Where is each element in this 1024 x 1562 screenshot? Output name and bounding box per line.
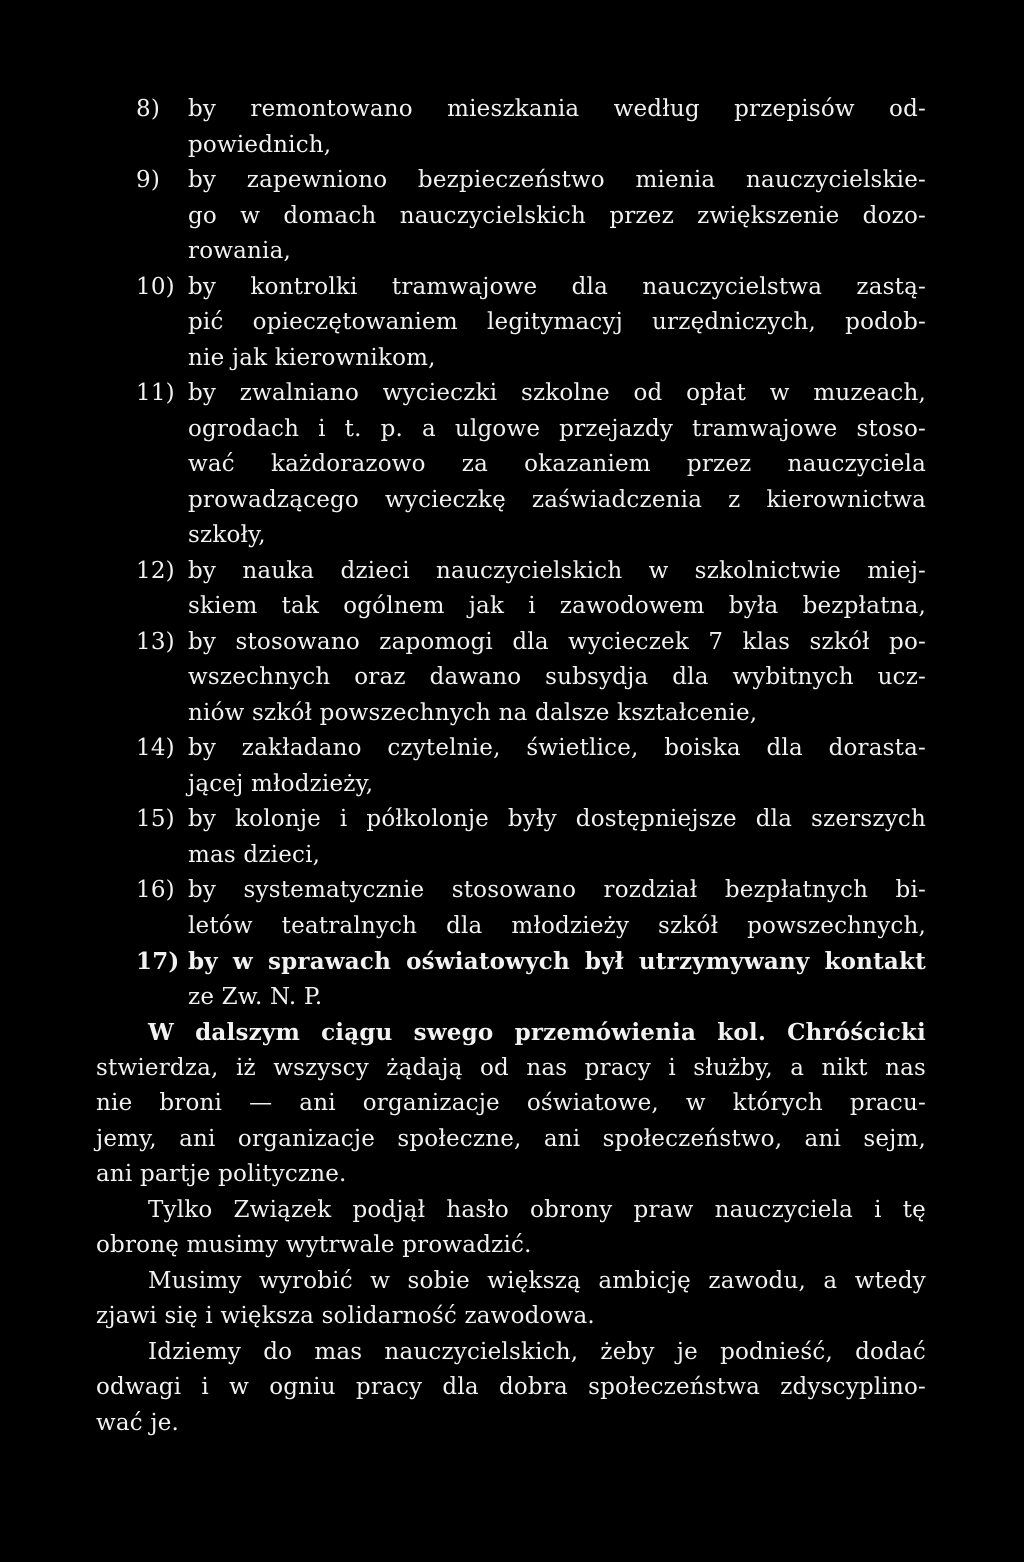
item-number: 14) <box>136 735 175 761</box>
text-line: nie jak kierownikom, <box>188 344 436 371</box>
list-item <box>96 731 926 802</box>
item-text: by kontrolki tramwajowe dla nauczycielstwa zastą- <box>188 273 926 300</box>
text-line: skiem tak ogólnem jak i zawodowem była bezpłatna, <box>188 593 926 619</box>
text-line: powiednich, <box>188 131 332 158</box>
list-item <box>96 270 926 377</box>
list-item <box>96 873 926 944</box>
text-line: ze Zw. N. P. <box>188 983 323 1010</box>
text-line <box>96 944 926 980</box>
text-line: zjawi się i większa solidarność zawodowa. <box>96 1303 595 1329</box>
text-line: mas dzieci, <box>188 841 321 868</box>
text-line: Idziemy do mas nauczycielskich, żeby je podnieść, dodać <box>148 1338 926 1365</box>
list-item <box>96 802 926 873</box>
item-number: 9) <box>136 167 161 193</box>
item-number: 10) <box>136 273 175 300</box>
text-line <box>96 731 926 767</box>
text-line <box>96 873 926 909</box>
list-item <box>96 163 926 270</box>
item-number: 16) <box>136 877 175 903</box>
item-number: 17) <box>136 948 180 975</box>
item-text: by w sprawach oświatowych był utrzymywany kontakt <box>188 948 926 975</box>
list-item <box>96 376 926 554</box>
list-item <box>96 944 926 1015</box>
text-line: jemy, ani organizacje społeczne, ani społeczeństwo, ani sejm, <box>96 1125 926 1152</box>
text-line: szkoły, <box>188 522 266 548</box>
list-item <box>96 625 926 732</box>
paragraph <box>96 1193 926 1264</box>
text-line: niów szkół powszechnych na dalsze kształcenie, <box>188 699 758 726</box>
text-line: stwierdza, iż wszyscy żądają od nas pracy i służby, a nikt nas <box>96 1054 926 1081</box>
item-number: 12) <box>136 557 175 584</box>
text-line: wać każdorazowo za okazaniem przez nauczyciela <box>188 451 926 477</box>
text-line <box>96 92 926 128</box>
text-line <box>96 625 926 661</box>
text-line: Tylko Związek podjął hasło obrony praw nauczyciela i tę <box>148 1196 926 1223</box>
paragraph <box>96 1335 926 1442</box>
text-line: letów teatralnych dla młodzieży szkół powszechnych, <box>188 912 926 939</box>
item-text: by stosowano zapomogi dla wycieczek 7 klas szkół po- <box>188 628 926 655</box>
paragraph <box>96 1264 926 1335</box>
text-line: ogrodach i t. p. a ulgowe przejazdy tramwajowe stoso- <box>188 415 926 442</box>
text-line: jącej młodzieży, <box>188 770 374 797</box>
text-line: W dalszym ciągu swego przemówienia kol. Chróścicki <box>148 1019 926 1046</box>
list-item <box>96 554 926 625</box>
text-line: obronę musimy wytrwale prowadzić. <box>96 1232 532 1258</box>
text-line: ani partje polityczne. <box>96 1161 347 1187</box>
item-number: 13) <box>136 628 175 655</box>
text-line: wszechnych oraz dawano subsydja dla wybitnych ucz- <box>188 664 926 690</box>
text-line <box>96 270 926 306</box>
item-text: by zakładano czytelnie, świetlice, boiska dla dorasta- <box>188 735 926 761</box>
text-line <box>96 376 926 412</box>
text-line: Musimy wyrobić w sobie większą ambicję zawodu, a wtedy <box>148 1267 926 1294</box>
text-line: rowania, <box>188 238 292 264</box>
item-text: by systematycznie stosowano rozdział bezpłatnych bi- <box>188 877 926 903</box>
text-line: pić opieczętowaniem legitymacyj urzędniczych, podob- <box>188 309 926 335</box>
item-number: 15) <box>136 806 175 832</box>
item-text: by remontowano mieszkania według przepisów od- <box>188 96 926 122</box>
text-line: prowadzącego wycieczkę zaświadczenia z kierownictwa <box>188 486 926 513</box>
text-line: nie broni — ani organizacje oświatowe, w których pracu- <box>96 1090 926 1116</box>
document-page <box>96 92 926 1441</box>
item-text: by zapewniono bezpieczeństwo mienia nauczycielskie- <box>188 167 926 193</box>
text-line <box>96 802 926 838</box>
item-text: by zwalniano wycieczki szkolne od opłat w muzeach, <box>188 380 926 406</box>
text-line: go w domach nauczycielskich przez zwiększenie dozo- <box>188 202 926 229</box>
text-line <box>96 554 926 590</box>
text-line <box>96 163 926 199</box>
item-text: by nauka dzieci nauczycielskich w szkolnictwie miej- <box>188 557 926 584</box>
text-line: wać je. <box>96 1409 180 1436</box>
item-number: 8) <box>136 96 161 122</box>
list-item <box>96 92 926 163</box>
paragraph <box>96 1015 926 1193</box>
text-line: odwagi i w ogniu pracy dla dobra społeczeństwa zdyscyplino- <box>96 1374 926 1400</box>
item-text: by kolonje i półkolonje były dostępniejsze dla szerszych <box>188 806 926 832</box>
item-number: 11) <box>136 380 175 406</box>
